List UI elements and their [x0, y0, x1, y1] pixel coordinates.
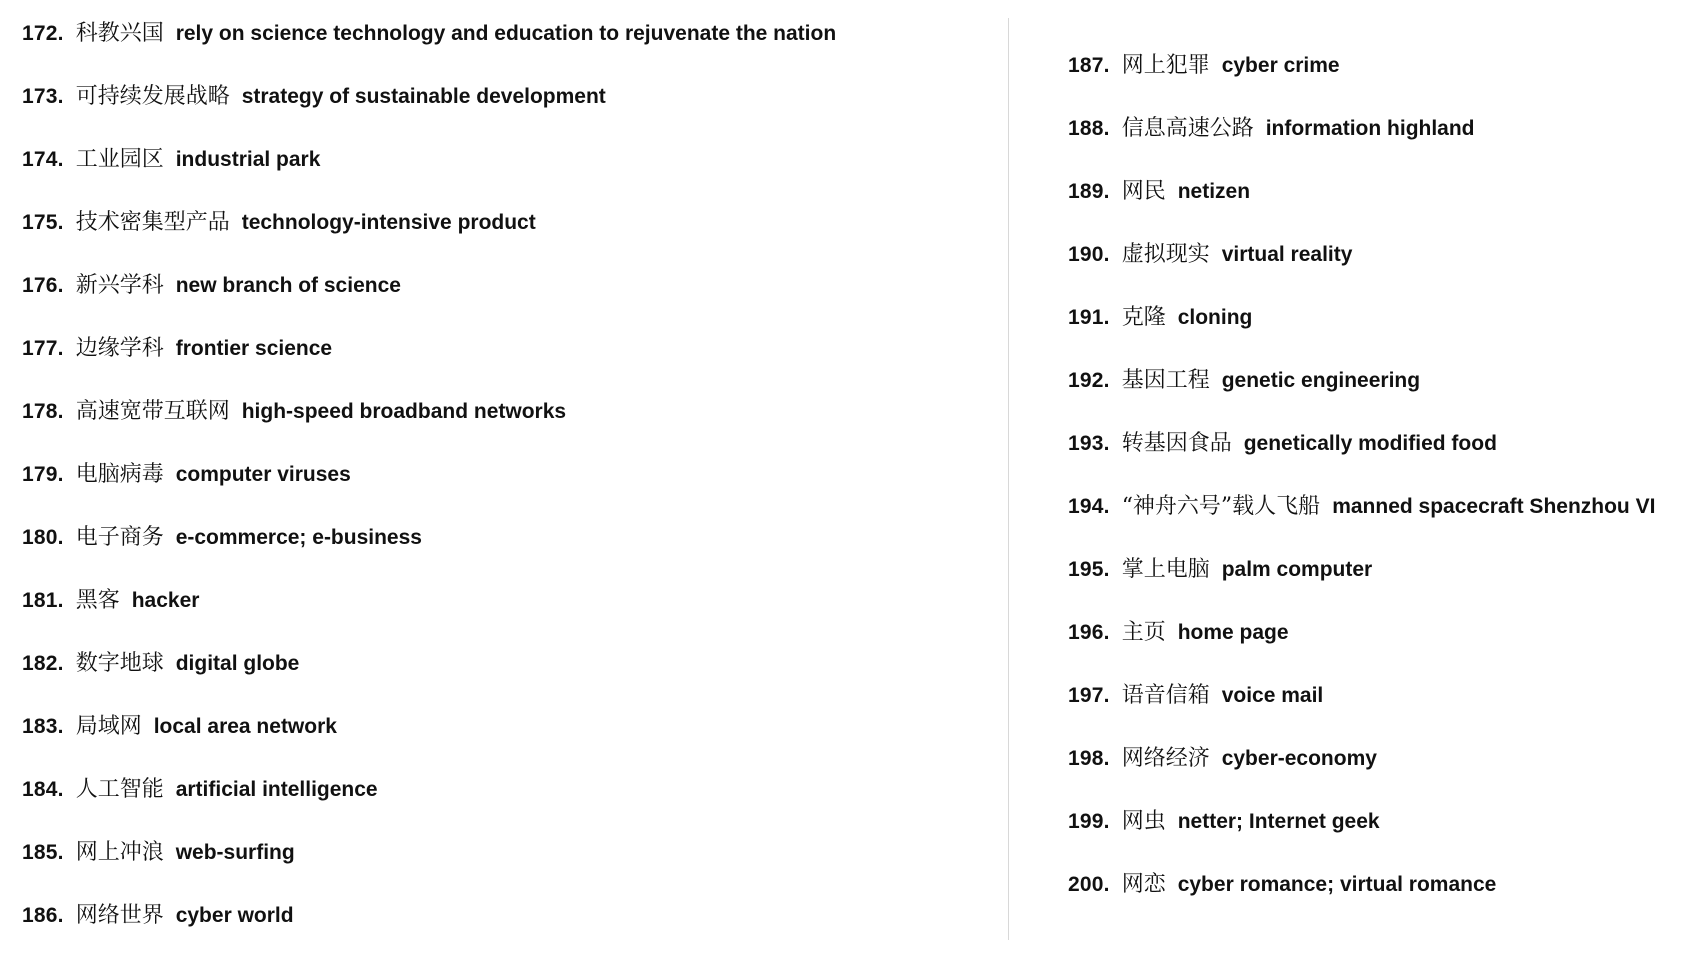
- vocab-entry: [22, 145, 1002, 208]
- entry-number: 194.: [1068, 495, 1110, 518]
- entry-chinese-term: 网恋: [1121, 872, 1166, 897]
- vocab-entry: [1068, 555, 1698, 618]
- vocab-entry: [1068, 744, 1698, 807]
- entry-chinese-term: 可持续发展战略: [75, 84, 230, 109]
- vocab-entry: [22, 586, 1002, 649]
- entry-english-translation: local area network: [153, 715, 337, 738]
- entry-number: 179.: [22, 463, 64, 486]
- vocab-entry: [1068, 51, 1698, 114]
- entry-english-translation: rely on science technology and education to rejuvenate the nation: [175, 22, 837, 45]
- entry-number: 181.: [22, 589, 64, 612]
- entry-chinese-term: 虚拟现实: [1121, 242, 1210, 267]
- vocab-entry: [22, 19, 1002, 82]
- vocab-entry: [22, 334, 1002, 397]
- vocab-entry: [22, 460, 1002, 523]
- vocab-entry: [1068, 177, 1698, 240]
- vocab-entry: [1068, 492, 1698, 555]
- entry-english-translation: home page: [1177, 621, 1289, 644]
- entry-number: 190.: [1068, 243, 1110, 266]
- column-divider: [1008, 18, 1009, 940]
- entry-chinese-term: 人工智能: [75, 777, 164, 802]
- vocab-entry: [22, 271, 1002, 334]
- entry-chinese-term: 网民: [1121, 179, 1166, 204]
- entry-chinese-term: 克隆: [1121, 305, 1166, 330]
- entry-english-translation: cyber-economy: [1221, 747, 1377, 770]
- entry-number: 185.: [22, 841, 64, 864]
- entry-english-translation: netter; Internet geek: [1177, 810, 1380, 833]
- entry-number: 193.: [1068, 432, 1110, 455]
- vocab-entry: [22, 775, 1002, 838]
- entry-chinese-term: “神舟六号”载人飞船: [1121, 494, 1321, 519]
- vocab-entry: [1068, 366, 1698, 429]
- vocab-entry: [22, 208, 1002, 271]
- vocab-entry: [22, 901, 1002, 964]
- entry-chinese-term: 工业园区: [75, 147, 164, 172]
- vocab-entry: [1068, 240, 1698, 303]
- entry-english-translation: virtual reality: [1221, 243, 1353, 266]
- entry-number: 173.: [22, 85, 64, 108]
- entry-english-translation: voice mail: [1221, 684, 1324, 707]
- entry-english-translation: genetically modified food: [1243, 432, 1497, 455]
- entry-chinese-term: 科教兴国: [75, 21, 164, 46]
- vocab-entry: [1068, 681, 1698, 744]
- left-column: [22, 19, 1002, 964]
- entry-number: 180.: [22, 526, 64, 549]
- entry-chinese-term: 语音信箱: [1121, 683, 1210, 708]
- entry-english-translation: genetic engineering: [1221, 369, 1421, 392]
- entry-english-translation: web-surfing: [175, 841, 295, 864]
- vocab-entry: [22, 523, 1002, 586]
- entry-english-translation: new branch of science: [175, 274, 401, 297]
- entry-number: 172.: [22, 22, 64, 45]
- vocab-entry: [1068, 870, 1698, 933]
- entry-english-translation: palm computer: [1221, 558, 1373, 581]
- entry-chinese-term: 黑客: [75, 588, 120, 613]
- entry-number: 192.: [1068, 369, 1110, 392]
- entry-number: 189.: [1068, 180, 1110, 203]
- entry-english-translation: cloning: [1177, 306, 1253, 329]
- entry-number: 186.: [22, 904, 64, 927]
- entry-chinese-term: 网上冲浪: [75, 840, 164, 865]
- right-column: [1068, 51, 1698, 933]
- entry-number: 198.: [1068, 747, 1110, 770]
- vocab-entry: [1068, 429, 1698, 492]
- entry-chinese-term: 网络世界: [75, 903, 164, 928]
- entry-chinese-term: 主页: [1121, 620, 1166, 645]
- vocab-entry: [22, 712, 1002, 775]
- vocab-entry: [22, 649, 1002, 712]
- entry-english-translation: cyber romance; virtual romance: [1177, 873, 1497, 896]
- entry-chinese-term: 电脑病毒: [75, 462, 164, 487]
- entry-chinese-term: 掌上电脑: [1121, 557, 1210, 582]
- entry-number: 200.: [1068, 873, 1110, 896]
- entry-number: 177.: [22, 337, 64, 360]
- entry-english-translation: digital globe: [175, 652, 300, 675]
- entry-number: 191.: [1068, 306, 1110, 329]
- entry-english-translation: frontier science: [175, 337, 333, 360]
- vocab-entry: [22, 82, 1002, 145]
- entry-number: 176.: [22, 274, 64, 297]
- vocab-entry: [1068, 807, 1698, 870]
- entry-chinese-term: 技术密集型产品: [75, 210, 230, 235]
- entry-number: 184.: [22, 778, 64, 801]
- entry-chinese-term: 电子商务: [75, 525, 164, 550]
- vocab-entry: [22, 397, 1002, 460]
- entry-number: 175.: [22, 211, 64, 234]
- entry-number: 188.: [1068, 117, 1110, 140]
- entry-english-translation: computer viruses: [175, 463, 351, 486]
- entry-english-translation: information highland: [1265, 117, 1475, 140]
- vocab-entry: [1068, 114, 1698, 177]
- entry-chinese-term: 网虫: [1121, 809, 1166, 834]
- vocab-entry: [1068, 303, 1698, 366]
- entry-english-translation: hacker: [131, 589, 200, 612]
- entry-number: 182.: [22, 652, 64, 675]
- entry-english-translation: e-commerce; e-business: [175, 526, 422, 549]
- entry-chinese-term: 高速宽带互联网: [75, 399, 230, 424]
- entry-english-translation: cyber world: [175, 904, 294, 927]
- entry-english-translation: manned spacecraft Shenzhou VI: [1332, 495, 1656, 518]
- entry-chinese-term: 信息高速公路: [1121, 116, 1254, 141]
- entry-english-translation: artificial intelligence: [175, 778, 378, 801]
- entry-number: 195.: [1068, 558, 1110, 581]
- entry-chinese-term: 边缘学科: [75, 336, 164, 361]
- entry-chinese-term: 基因工程: [1121, 368, 1210, 393]
- entry-chinese-term: 网络经济: [1121, 746, 1210, 771]
- entry-english-translation: high-speed broadband networks: [241, 400, 567, 423]
- entry-chinese-term: 新兴学科: [75, 273, 164, 298]
- entry-english-translation: technology-intensive product: [241, 211, 536, 234]
- entry-english-translation: netizen: [1177, 180, 1251, 203]
- entry-number: 187.: [1068, 54, 1110, 77]
- entry-chinese-term: 局域网: [75, 714, 142, 739]
- entry-number: 183.: [22, 715, 64, 738]
- entry-number: 178.: [22, 400, 64, 423]
- vocab-entry: [1068, 618, 1698, 681]
- entry-english-translation: strategy of sustainable development: [241, 85, 606, 108]
- entry-number: 197.: [1068, 684, 1110, 707]
- entry-number: 196.: [1068, 621, 1110, 644]
- entry-chinese-term: 网上犯罪: [1121, 53, 1210, 78]
- entry-number: 199.: [1068, 810, 1110, 833]
- entry-english-translation: cyber crime: [1221, 54, 1340, 77]
- entry-number: 174.: [22, 148, 64, 171]
- entry-english-translation: industrial park: [175, 148, 321, 171]
- entry-chinese-term: 数字地球: [75, 651, 164, 676]
- vocab-entry: [22, 838, 1002, 901]
- entry-chinese-term: 转基因食品: [1121, 431, 1232, 456]
